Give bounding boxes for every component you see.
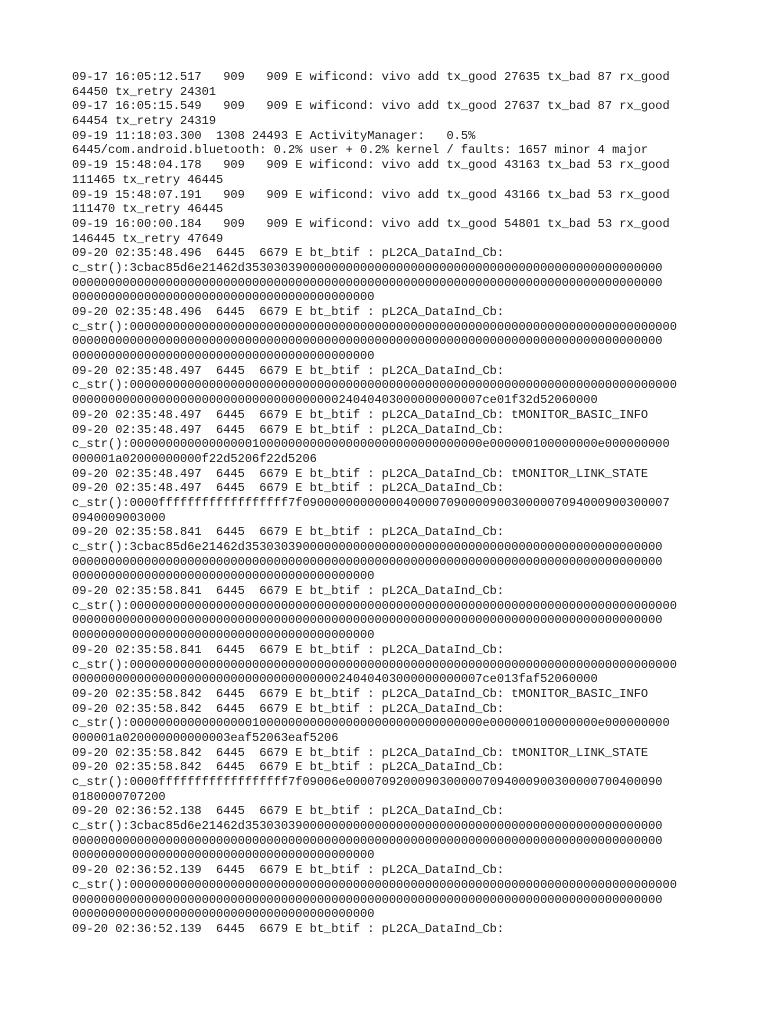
log-text — [72, 70, 712, 937]
log-line: 146445 tx_retry 47649 — [72, 231, 224, 246]
log-line: 09-20 02:35:48.497 6445 6679 E bt_btif : pL2CA_DataInd_Cb: — [72, 422, 505, 437]
log-line: 09-20 02:35:58.841 6445 6679 E bt_btif : pL2CA_DataInd_Cb: — [72, 642, 505, 657]
log-line: 09-20 02:36:52.138 6445 6679 E bt_btif : pL2CA_DataInd_Cb: — [72, 804, 505, 819]
log-line: c_str():0000000000000000000000000000000000000000000000000000000000000000000000000000 — [72, 657, 677, 672]
log-line: c_str():0000ffffffffffffffffff7f090000000000004000070900009003000007094000900300007 — [72, 495, 670, 510]
log-line: 09-20 02:35:48.497 6445 6679 E bt_btif : pL2CA_DataInd_Cb: tMONITOR_BASIC_INFO — [72, 407, 649, 422]
log-line: 000000000000000000000000000000000000000000 — [72, 907, 375, 922]
log-line: 0000000000000000000000000000000000000000000000000000000000000000000000000000000000 — [72, 334, 663, 349]
log-line: 09-20 02:36:52.139 6445 6679 E bt_btif : pL2CA_DataInd_Cb: — [72, 863, 505, 878]
log-line: 000000000000000000000000000000000000000000 — [72, 848, 375, 863]
log-line: 0000000000000000000000000000000000000000000000000000000000000000000000000000000000 — [72, 554, 663, 569]
log-line: 09-17 16:05:12.517 909 909 E wificond: vivo add tx_good 27635 tx_bad 87 rx_good — [72, 70, 670, 84]
log-line: c_str():0000000000000000000000000000000000000000000000000000000000000000000000000000 — [72, 877, 677, 892]
log-line: c_str():3cbac85d6e21462d3530303900000000000000000000000000000000000000000000000000 — [72, 260, 663, 275]
log-line: c_str():0000000000000000000000000000000000000000000000000000000000000000000000000000 — [72, 319, 677, 334]
log-line: c_str():0000000000000000000000000000000000000000000000000000000000000000000000000000 — [72, 378, 677, 393]
log-line: 09-20 02:35:58.841 6445 6679 E bt_btif : pL2CA_DataInd_Cb: — [72, 584, 505, 599]
log-line: 0940009003000 — [72, 510, 166, 525]
log-line: 64450 tx_retry 24301 — [72, 84, 217, 99]
log-line: 000000000000000000000000000000000000024040403000000000007ce01f32d52060000 — [72, 393, 598, 408]
log-line: 09-20 02:35:58.842 6445 6679 E bt_btif : pL2CA_DataInd_Cb: — [72, 760, 505, 775]
log-line: 6445/com.android.bluetooth: 0.2% user + 0.2% kernel / faults: 1657 minor 4 major — [72, 143, 649, 158]
log-line: 000001a02000000000f22d5206f22d5206 — [72, 451, 317, 466]
log-line: 09-20 02:35:58.842 6445 6679 E bt_btif : pL2CA_DataInd_Cb: — [72, 701, 505, 716]
log-line: 0000000000000000000000000000000000000000000000000000000000000000000000000000000000 — [72, 275, 663, 290]
log-line: 09-20 02:35:58.842 6445 6679 E bt_btif : pL2CA_DataInd_Cb: tMONITOR_BASIC_INFO — [72, 686, 649, 701]
log-line: c_str():0000ffffffffffffffffff7f09006e00007092000903000007094000900300000700400090 — [72, 775, 663, 789]
log-line: 0000000000000000000000000000000000000000000000000000000000000000000000000000000000 — [72, 892, 663, 907]
log-line: 000000000000000000000000000000000000000000 — [72, 290, 375, 305]
log-line: 09-19 11:18:03.300 1308 24493 E ActivityManager: 0.5% — [72, 128, 476, 143]
log-line: 09-20 02:35:58.841 6445 6679 E bt_btif : pL2CA_DataInd_Cb: — [72, 525, 505, 540]
log-line: 111470 tx_retry 46445 — [72, 202, 224, 217]
log-line: c_str():3cbac85d6e21462d3530303900000000000000000000000000000000000000000000000000 — [72, 819, 663, 834]
log-line: 09-19 15:48:07.191 909 909 E wificond: vivo add tx_good 43166 tx_bad 53 rx_good — [72, 187, 670, 202]
log-line: 0000000000000000000000000000000000000000000000000000000000000000000000000000000000 — [72, 833, 663, 848]
log-line: c_str():0000000000000000000000000000000000000000000000000000000000000000000000000000 — [72, 598, 677, 613]
log-line: 0000000000000000000000000000000000000000000000000000000000000000000000000000000000 — [72, 613, 663, 628]
log-line: 000000000000000000000000000000000000000000 — [72, 569, 375, 584]
log-line: c_str():3cbac85d6e21462d3530303900000000000000000000000000000000000000000000000000 — [72, 540, 663, 554]
log-line: 09-20 02:35:48.496 6445 6679 E bt_btif : pL2CA_DataInd_Cb: — [72, 246, 505, 261]
log-line: 09-20 02:35:58.842 6445 6679 E bt_btif : pL2CA_DataInd_Cb: tMONITOR_LINK_STATE — [72, 745, 649, 760]
log-line: 000000000000000000000000000000000000000000 — [72, 349, 375, 364]
log-line: 09-19 15:48:04.178 909 909 E wificond: vivo add tx_good 43163 tx_bad 53 rx_good — [72, 158, 670, 173]
log-line: 09-20 02:35:48.497 6445 6679 E bt_btif : pL2CA_DataInd_Cb: tMONITOR_LINK_STATE — [72, 466, 649, 481]
log-line: 64454 tx_retry 24319 — [72, 114, 217, 129]
log-line: 09-20 02:36:52.139 6445 6679 E bt_btif : pL2CA_DataInd_Cb: — [72, 921, 505, 936]
log-line: 000001a020000000000003eaf52063eaf5206 — [72, 730, 339, 745]
log-line: 09-17 16:05:15.549 909 909 E wificond: vivo add tx_good 27637 tx_bad 87 rx_good — [72, 99, 670, 114]
log-line: 09-20 02:35:48.496 6445 6679 E bt_btif : pL2CA_DataInd_Cb: — [72, 305, 505, 319]
log-line: 000000000000000000000000000000000000000000 — [72, 628, 375, 643]
log-line: 0180000707200 — [72, 789, 166, 804]
log-line: c_str():0000000000000000010000000000000000000000000000000e000000100000000e000000000 — [72, 716, 670, 731]
log-line: 000000000000000000000000000000000000024040403000000000007ce013faf52060000 — [72, 672, 598, 687]
log-line: 09-20 02:35:48.497 6445 6679 E bt_btif : pL2CA_DataInd_Cb: — [72, 363, 505, 378]
log-line: c_str():0000000000000000010000000000000000000000000000000e000000100000000e000000000 — [72, 437, 670, 452]
log-line: 111465 tx_retry 46445 — [72, 172, 224, 187]
log-line: 09-20 02:35:48.497 6445 6679 E bt_btif : pL2CA_DataInd_Cb: — [72, 481, 505, 496]
log-line: 09-19 16:00:00.184 909 909 E wificond: vivo add tx_good 54801 tx_bad 53 rx_good — [72, 216, 670, 231]
